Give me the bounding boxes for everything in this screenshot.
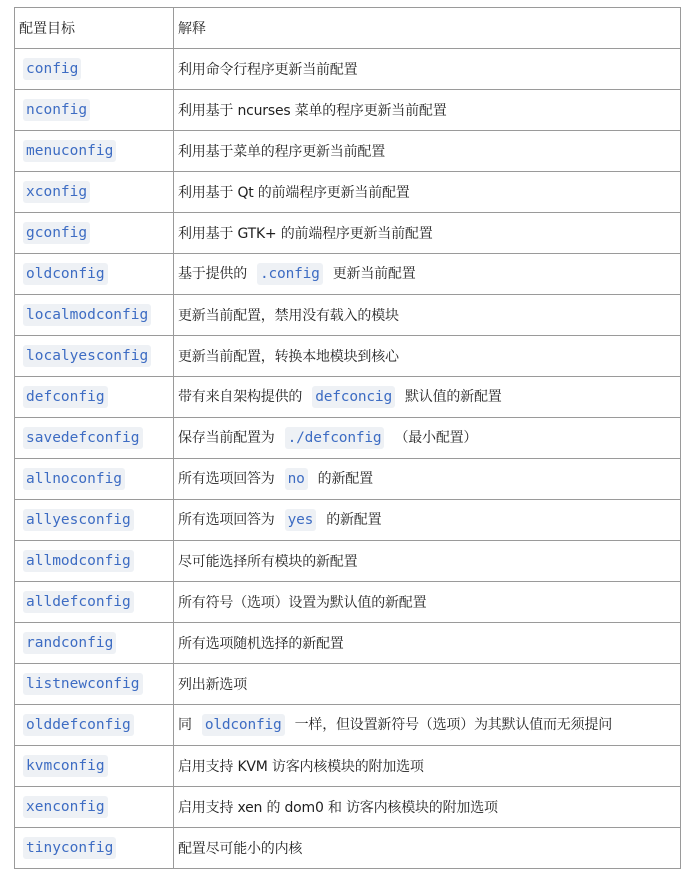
explanation-text: 利用命令行程序更新当前配置 [178,62,358,78]
table-row [15,623,681,664]
config-target-cell [15,500,174,541]
explanation-text: 所有选项回答为 [178,512,275,528]
config-target-cell [15,828,174,869]
table-row [15,172,681,213]
config-target-cell [15,131,174,172]
explanation-cell [174,49,681,90]
explanation-text: 的新配置 [326,512,382,528]
make-target-code: localmodconfig [23,304,151,326]
explanation-cell [174,172,681,213]
make-target-code: menuconfig [23,140,116,162]
config-target-cell [15,459,174,500]
config-target-cell [15,582,174,623]
make-target-code: xconfig [23,181,90,203]
explanation-text: 所有选项回答为 [178,471,275,487]
header-explanation: 解释 [174,8,681,49]
table-row [15,746,681,787]
table-row [15,254,681,295]
explanation-text: 同 [178,717,192,733]
explanation-cell [174,336,681,377]
explanation-text: 默认值的新配置 [404,389,502,405]
explanation-text: 启用支持 xen 的 dom0 和 访客内核模块的附加选项 [178,800,498,816]
explanation-text: 所有符号（选项）设置为默认值的新配置 [178,595,427,611]
explanation-text: 基于提供的 [178,266,247,282]
make-target-code: oldconfig [23,263,108,285]
make-target-code: listnewconfig [23,673,143,695]
explanation-cell [174,295,681,336]
table-row [15,336,681,377]
config-target-cell [15,90,174,131]
explanation-cell [174,213,681,254]
config-target-cell [15,254,174,295]
table-row [15,541,681,582]
table-row [15,295,681,336]
explanation-text: 利用基于 Qt 的前端程序更新当前配置 [178,185,410,201]
make-target-code: kvmconfig [23,755,108,777]
table-row [15,705,681,746]
explanation-text: 保存当前配置为 [178,430,275,446]
config-target-cell [15,336,174,377]
config-target-cell [15,623,174,664]
config-target-cell [15,746,174,787]
explanation-text: 更新当前配置 [332,266,416,282]
table-row [15,500,681,541]
config-target-cell [15,295,174,336]
explanation-cell [174,828,681,869]
table-row [15,49,681,90]
config-target-cell [15,49,174,90]
table-body [15,49,681,869]
table-row [15,828,681,869]
table-row [15,582,681,623]
inline-code: no [285,468,308,490]
config-target-cell [15,418,174,459]
explanation-cell [174,418,681,459]
explanation-cell [174,377,681,418]
make-target-code: gconfig [23,222,90,244]
explanation-text: 利用基于 GTK+ 的前端程序更新当前配置 [178,226,433,242]
explanation-text: 更新当前配置，转换本地模块到核心 [178,349,399,365]
make-target-code: olddefconfig [23,714,134,736]
config-target-cell [15,787,174,828]
explanation-text: 带有来自架构提供的 [178,389,303,405]
explanation-text: 配置尽可能小的内核 [178,841,303,857]
make-target-code: allmodconfig [23,550,134,572]
make-target-code: tinyconfig [23,837,116,859]
explanation-text: 启用支持 KVM 访客内核模块的附加选项 [178,759,424,775]
table-row [15,213,681,254]
explanation-text: 利用基于 ncurses 菜单的程序更新当前配置 [178,103,447,119]
inline-code: ./defconfig [285,427,385,449]
make-target-code: savedefconfig [23,427,143,449]
explanation-cell [174,746,681,787]
inline-code: defconcig [312,386,395,408]
make-target-code: randconfig [23,632,116,654]
explanation-text: 更新当前配置，禁用没有载入的模块 [178,308,399,324]
table-row [15,459,681,500]
explanation-cell [174,664,681,705]
table-row [15,377,681,418]
header-config-target: 配置目标 [15,8,174,49]
explanation-cell [174,705,681,746]
inline-code: yes [285,509,317,531]
explanation-cell [174,459,681,500]
explanation-cell [174,582,681,623]
inline-code: .config [257,263,323,285]
make-target-code: config [23,58,81,80]
explanation-text: 尽可能选择所有模块的新配置 [178,554,358,570]
explanation-text: 所有选项随机选择的新配置 [178,636,344,652]
table-row [15,664,681,705]
config-target-cell [15,664,174,705]
explanation-cell [174,623,681,664]
table-row [15,787,681,828]
make-target-code: defconfig [23,386,108,408]
make-target-code: localyesconfig [23,345,151,367]
explanation-text: 的新配置 [317,471,373,487]
make-target-code: allnoconfig [23,468,125,490]
explanation-cell [174,787,681,828]
explanation-cell [174,541,681,582]
explanation-text: （最小配置） [394,430,478,446]
explanation-cell [174,254,681,295]
explanation-cell [174,90,681,131]
inline-code: oldconfig [202,714,285,736]
table-row [15,90,681,131]
explanation-text: 一样，但设置新符号（选项）为其默认值而无须提问 [294,717,612,733]
table-row [15,131,681,172]
make-target-code: xenconfig [23,796,108,818]
make-target-code: allyesconfig [23,509,134,531]
table-row [15,418,681,459]
table-header-row [15,8,681,49]
config-target-cell [15,172,174,213]
explanation-text: 利用基于菜单的程序更新当前配置 [178,144,385,160]
config-targets-table [14,7,681,869]
make-target-code: alldefconfig [23,591,134,613]
make-target-code: nconfig [23,99,90,121]
explanation-cell [174,131,681,172]
explanation-text: 列出新选项 [178,677,247,693]
config-target-cell [15,213,174,254]
config-target-cell [15,541,174,582]
explanation-cell [174,500,681,541]
config-target-cell [15,377,174,418]
config-target-cell [15,705,174,746]
